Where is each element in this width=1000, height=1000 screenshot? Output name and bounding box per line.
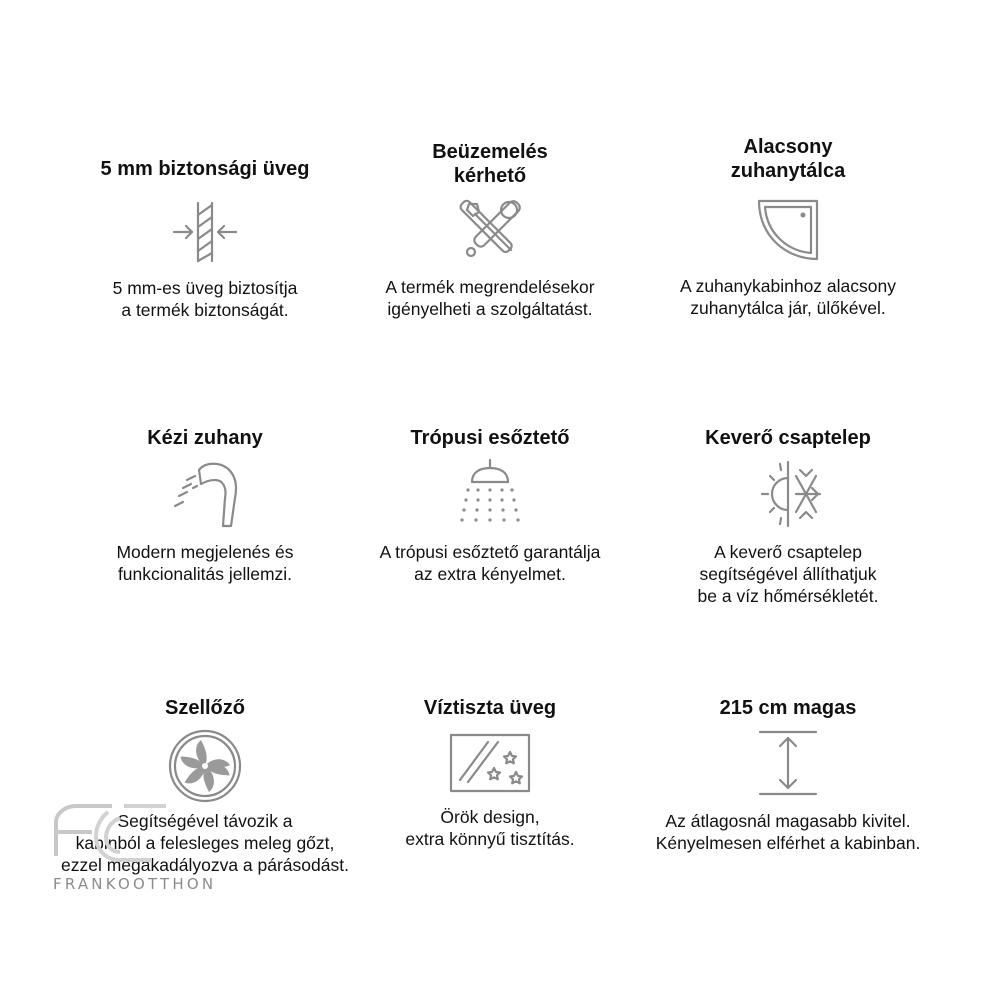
- feature-title: 215 cm magas: [719, 697, 857, 719]
- feature-title: Kézi zuhany: [147, 427, 263, 449]
- feature-hand-shower: [45, 426, 365, 585]
- feature-title: Szellőző: [164, 697, 245, 719]
- feature-title: Alacsony zuhanytálca: [730, 136, 846, 182]
- safety-glass-icon: [170, 197, 240, 267]
- frankootthon-logo-icon: [40, 798, 180, 874]
- feature-clear-glass: [330, 696, 650, 850]
- feature-description: Modern megjelenés és funkcionalitás jellemzi.: [116, 542, 294, 584]
- feature-title: 5 mm biztonsági üveg: [100, 158, 310, 180]
- hand-shower-icon: [165, 458, 245, 533]
- clear-glass-icon: [448, 732, 532, 794]
- feature-safety-glass: [45, 157, 365, 321]
- shower-tray-icon: [753, 195, 823, 265]
- hot-cold-mixer-icon: [748, 458, 828, 533]
- feature-title: Beüzemelés kérhető: [432, 141, 548, 187]
- feature-description: A zuhanykabinhoz alacsony zuhanytálca jár, ülőkével.: [680, 276, 896, 318]
- feature-low-tray: [628, 135, 948, 319]
- frankootthon-watermark: [40, 798, 250, 893]
- ventilation-fan-icon: [165, 726, 245, 806]
- feature-mixer-tap: [628, 426, 948, 607]
- height-arrow-icon: [758, 728, 818, 798]
- feature-title: Keverő csaptelep: [705, 427, 871, 449]
- tools-icon: [455, 196, 525, 266]
- feature-description: Az átlagosnál magasabb kivitel. Kényelmesen elférhet a kabinban.: [655, 811, 921, 853]
- rain-shower-icon: [450, 458, 530, 533]
- feature-description: 5 mm-es üveg biztosítja a termék biztonságát.: [112, 278, 298, 320]
- feature-description: A trópusi esőztető garantálja az extra kényelmet.: [379, 542, 601, 584]
- feature-rain-shower: [330, 426, 650, 585]
- feature-height: [628, 696, 948, 854]
- feature-description: Örök design, extra könnyű tisztítás.: [405, 807, 575, 849]
- feature-title: Víztiszta üveg: [423, 697, 557, 719]
- watermark-text: FRANKOOTTHON: [53, 875, 217, 893]
- feature-description: Segítségével távozik a kabinból a felesleges meleg gőzt, ezzel megakadályozva a párásodást.: [61, 811, 349, 875]
- feature-description: A termék megrendelésekor igényelheti a szolgáltatást.: [385, 277, 595, 319]
- feature-description: A keverő csaptelep segítségével állíthatjuk be a víz hőmérsékletét.: [697, 542, 879, 606]
- feature-title: Trópusi esőztető: [410, 427, 570, 449]
- feature-installation: [330, 140, 650, 320]
